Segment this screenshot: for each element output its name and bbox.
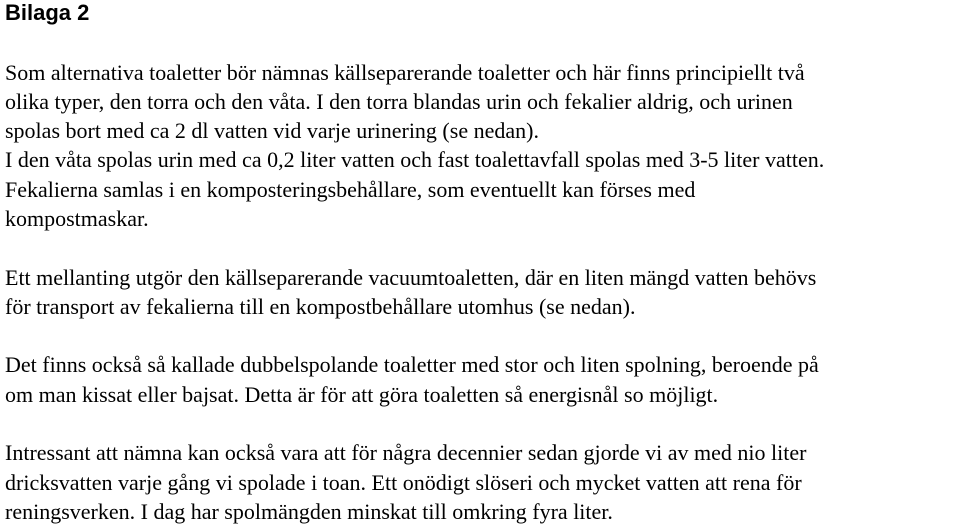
- paragraph-line: Det finns också så kallade dubbelspolande toaletter med stor och liten spolning, beroende på: [5, 352, 819, 377]
- paragraph-line: Fekalierna samlas i en komposteringsbehållare, som eventuellt kan förses med: [5, 177, 696, 202]
- paragraph-line: dricksvatten varje gång vi spolade i toan. Ett onödigt slöseri och mycket vatten att rena för: [5, 470, 802, 495]
- paragraph-line: I den våta spolas urin med ca 0,2 liter vatten och fast toalettavfall spolas med 3-5 liter vatten.: [5, 147, 825, 172]
- paragraph-line: om man kissat eller bajsat. Detta är för att göra toaletten så energisnål so möjligt.: [5, 382, 719, 407]
- paragraph-line: Intressant att nämna kan också vara att för några decennier sedan gjorde vi av med nio liter: [5, 440, 807, 465]
- paragraph-line: Som alternativa toaletter bör nämnas källseparerande toaletter och här finns principiellt två: [5, 60, 805, 85]
- paragraph-line: Ett mellanting utgör den källseparerande vacuumtoaletten, där en liten mängd vatten behövs: [5, 265, 817, 290]
- paragraph-line: spolas bort med ca 2 dl vatten vid varje urinering (se nedan).: [5, 118, 539, 143]
- paragraph-line: olika typer, den torra och den våta. I den torra blandas urin och fekalier aldrig, och urinen: [5, 89, 793, 114]
- paragraph-line: kompostmaskar.: [5, 206, 149, 231]
- paragraph-line: för transport av fekalierna till en kompostbehållare utomhus (se nedan).: [5, 294, 636, 319]
- document-heading: Bilaga 2: [5, 0, 90, 25]
- paragraph-line: reningsverken. I dag har spolmängden minskat till omkring fyra liter.: [5, 499, 613, 524]
